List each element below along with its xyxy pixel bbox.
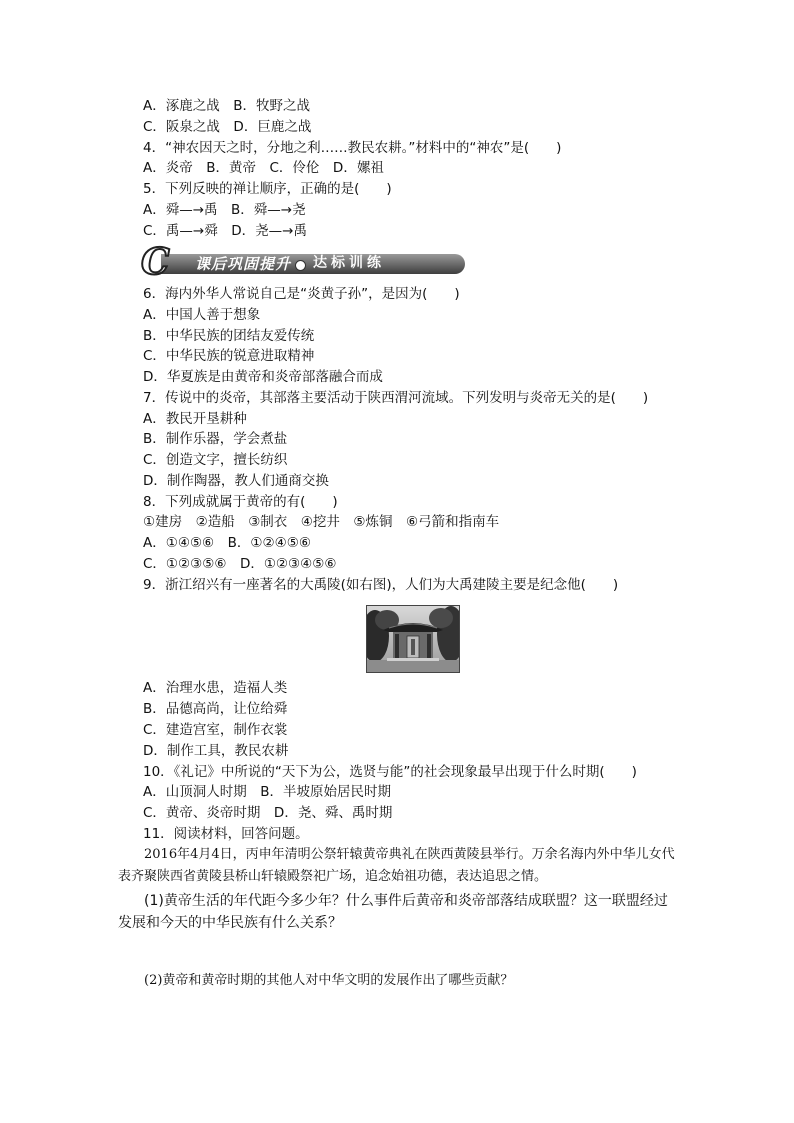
q6-option-b: B．中华民族的团结友爱传统 [143, 328, 315, 344]
q8-stem: 8．下列成就属于黄帝的有( ) [143, 494, 338, 510]
q10-option-ab: A．山顶洞人时期 B．半坡原始居民时期 [143, 784, 391, 800]
dayu-mausoleum-photo [366, 605, 460, 673]
q9-stem: 9．浙江绍兴有一座著名的大禹陵(如右图)，人们为大禹建陵主要是纪念他( ) [143, 577, 619, 593]
q10-stem: 10．《礼记》中所说的“天下为公，选贤与能”的社会现象最早出现于什么时期( ) [143, 764, 637, 780]
banner-title: 课后巩固提升 [195, 255, 292, 273]
banner-letter: C [141, 241, 170, 283]
q7-option-a: A．教民开垦耕种 [143, 411, 247, 427]
q9-option-d: D．制作工具，教民农耕 [143, 743, 289, 759]
q3-option-cd: C．阪泉之战 D．巨鹿之战 [143, 119, 312, 135]
q5-stem: 5．下列反映的禅让顺序，正确的是( ) [143, 181, 392, 197]
q6-stem: 6．海内外华人常说自己是“炎黄子孙”，是因为( ) [143, 286, 460, 302]
q10-option-cd: C．黄帝、炎帝时期 D．尧、舜、禹时期 [143, 805, 393, 821]
q11-subquestion-2: (2)黄帝和黄帝时期的其他人对中华文明的发展作出了哪些贡献？ [144, 973, 514, 988]
q8-option-cd: C．①②③⑤⑥ D．①②③④⑤⑥ [143, 556, 337, 572]
section-banner [141, 241, 465, 283]
banner-dot-icon [295, 260, 306, 271]
q8-option-ab: A．①④⑤⑥ B．①②④⑤⑥ [143, 535, 311, 551]
q4-options: A．炎帝 B．黄帝 C．伶伦 D．嫘祖 [143, 160, 384, 176]
q6-option-a: A．中国人善于想象 [143, 307, 261, 323]
q9-option-c: C．建造宫室，制作衣裳 [143, 722, 288, 738]
q6-option-c: C．中华民族的锐意进取精神 [143, 348, 315, 364]
q4-stem: 4．“神农因天之时，分地之利……教民农耕。”材料中的“神农”是( ) [143, 140, 562, 156]
q7-stem: 7．传说中的炎帝，其部落主要活动于陕西渭河流域。下列发明与炎帝无关的是( ) [143, 390, 649, 406]
q5-option-ab: A．舜—→禹 B．舜—→尧 [143, 202, 306, 218]
q3-option-ab: A．涿鹿之战 B．牧野之战 [143, 98, 310, 114]
q7-option-b: B．制作乐器，学会煮盐 [143, 431, 288, 447]
q11-subquestion-1: (1)黄帝生活的年代距今多少年？什么事件后黄帝和炎帝部落结成联盟？这一联盟经过发展和今天的中华民族有什么关系？ [118, 893, 668, 931]
q6-option-d: D．华夏族是由黄帝和炎帝部落融合而成 [143, 369, 383, 385]
q5-option-cd: C．禹—→舜 D．尧—→禹 [143, 223, 307, 239]
q7-option-d: D．制作陶器，教人们通商交换 [143, 473, 329, 489]
q11-material: 2016年4月4日，丙申年清明公祭轩辕黄帝典礼在陕西黄陵县举行。万余名海内外中华儿女代表齐聚陕西省黄陵县桥山轩辕殿祭祀广场，追念始祖功德，表达追思之情。 [118, 847, 675, 884]
q8-items: ①建房 ②造船 ③制衣 ④挖井 ⑤炼铜 ⑥弓箭和指南车 [143, 514, 500, 530]
q9-option-a: A．治理水患，造福人类 [143, 680, 288, 696]
banner-subtitle: 达标训练 [313, 255, 385, 271]
q11-stem: 11．阅读材料，回答问题。 [143, 826, 309, 842]
q9-option-b: B．品德高尚，让位给舜 [143, 701, 288, 717]
q7-option-c: C．创造文字，擅长纺织 [143, 452, 288, 468]
mausoleum-illustration [367, 606, 459, 672]
